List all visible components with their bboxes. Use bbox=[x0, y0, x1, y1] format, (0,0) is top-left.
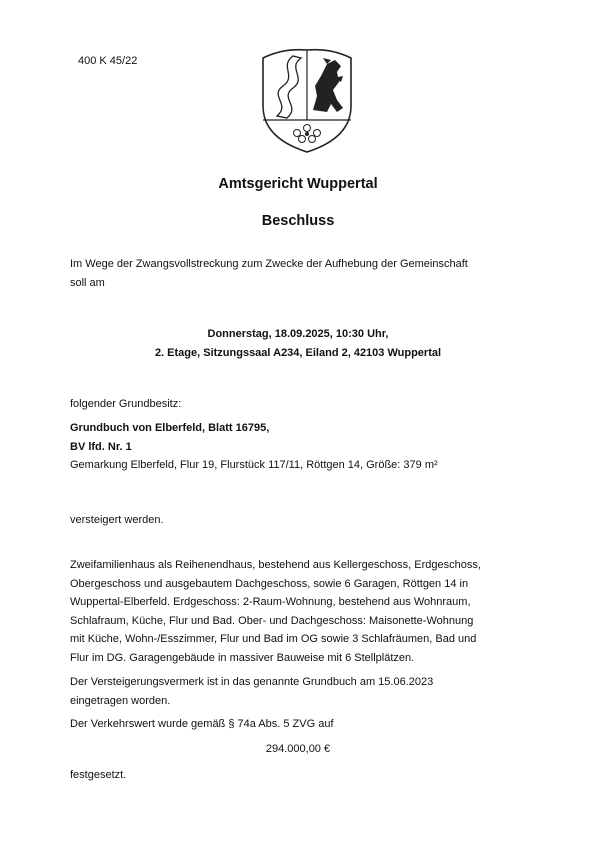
document-title: Beschluss bbox=[261, 213, 335, 229]
description-line: Zweifamilienhaus als Reihenendhaus, bestehend aus Kellergeschoss, Erdgeschoss, bbox=[70, 559, 481, 571]
value-outro: festgesetzt. bbox=[70, 769, 127, 781]
registration-line: Der Versteigerungsvermerk ist in das genannte Grundbuch am 15.06.2023 bbox=[70, 676, 434, 688]
case-number: 400 K 45/22 bbox=[78, 55, 138, 67]
market-value: 294.000,00 € bbox=[265, 743, 331, 755]
registration-note bbox=[70, 673, 540, 710]
property-label: folgender Grundbesitz: bbox=[70, 398, 182, 410]
description-line: Schlafraum, Küche, Flur und Bad. Ober- und Dachgeschoss: Maisonette-Wohnung bbox=[70, 614, 474, 627]
land-register-block bbox=[70, 419, 540, 475]
nrw-coat-of-arms-icon bbox=[257, 48, 357, 154]
intro-line: soll am bbox=[70, 276, 105, 289]
intro-line: Im Wege der Zwangsvollstreckung zum Zwecke der Aufhebung der Gemeinschaft bbox=[70, 258, 468, 270]
value-intro: Der Verkehrswert wurde gemäß § 74a Abs. 5 ZVG auf bbox=[70, 718, 334, 730]
property-description bbox=[70, 556, 540, 667]
land-register-number: BV lfd. Nr. 1 bbox=[70, 440, 132, 453]
description-line: mit Küche, Wohn-/Esszimmer, Flur und Bad im OG sowie 3 Schlafräumen, Bad und bbox=[70, 633, 477, 645]
appointment-block bbox=[0, 325, 596, 362]
land-register-sheet: Grundbuch von Elberfeld, Blatt 16795, bbox=[70, 422, 270, 434]
description-line: Flur im DG. Garagengebäude in massiver Bauweise mit 6 Stellplätzen. bbox=[70, 651, 415, 664]
appointment-date: Donnerstag, 18.09.2025, 10:30 Uhr, bbox=[207, 328, 389, 340]
description-line: Obergeschoss und ausgebautem Dachgeschoss, sowie 6 Garagen, Röttgen 14 in bbox=[70, 577, 469, 590]
description-line: Wuppertal-Elberfeld. Erdgeschoss: 2-Raum-Wohnung, bestehend aus Wohnraum, bbox=[70, 596, 471, 608]
land-register-parcel: Gemarkung Elberfeld, Flur 19, Flurstück 117/11, Röttgen 14, Größe: 379 m² bbox=[70, 459, 438, 471]
registration-line: eingetragen worden. bbox=[70, 694, 171, 707]
intro-paragraph bbox=[70, 255, 540, 292]
appointment-location: 2. Etage, Sitzungssaal A234, Eiland 2, 42103 Wuppertal bbox=[154, 346, 442, 359]
court-name: Amtsgericht Wuppertal bbox=[218, 176, 378, 192]
auctioned-text: versteigert werden. bbox=[70, 514, 164, 526]
